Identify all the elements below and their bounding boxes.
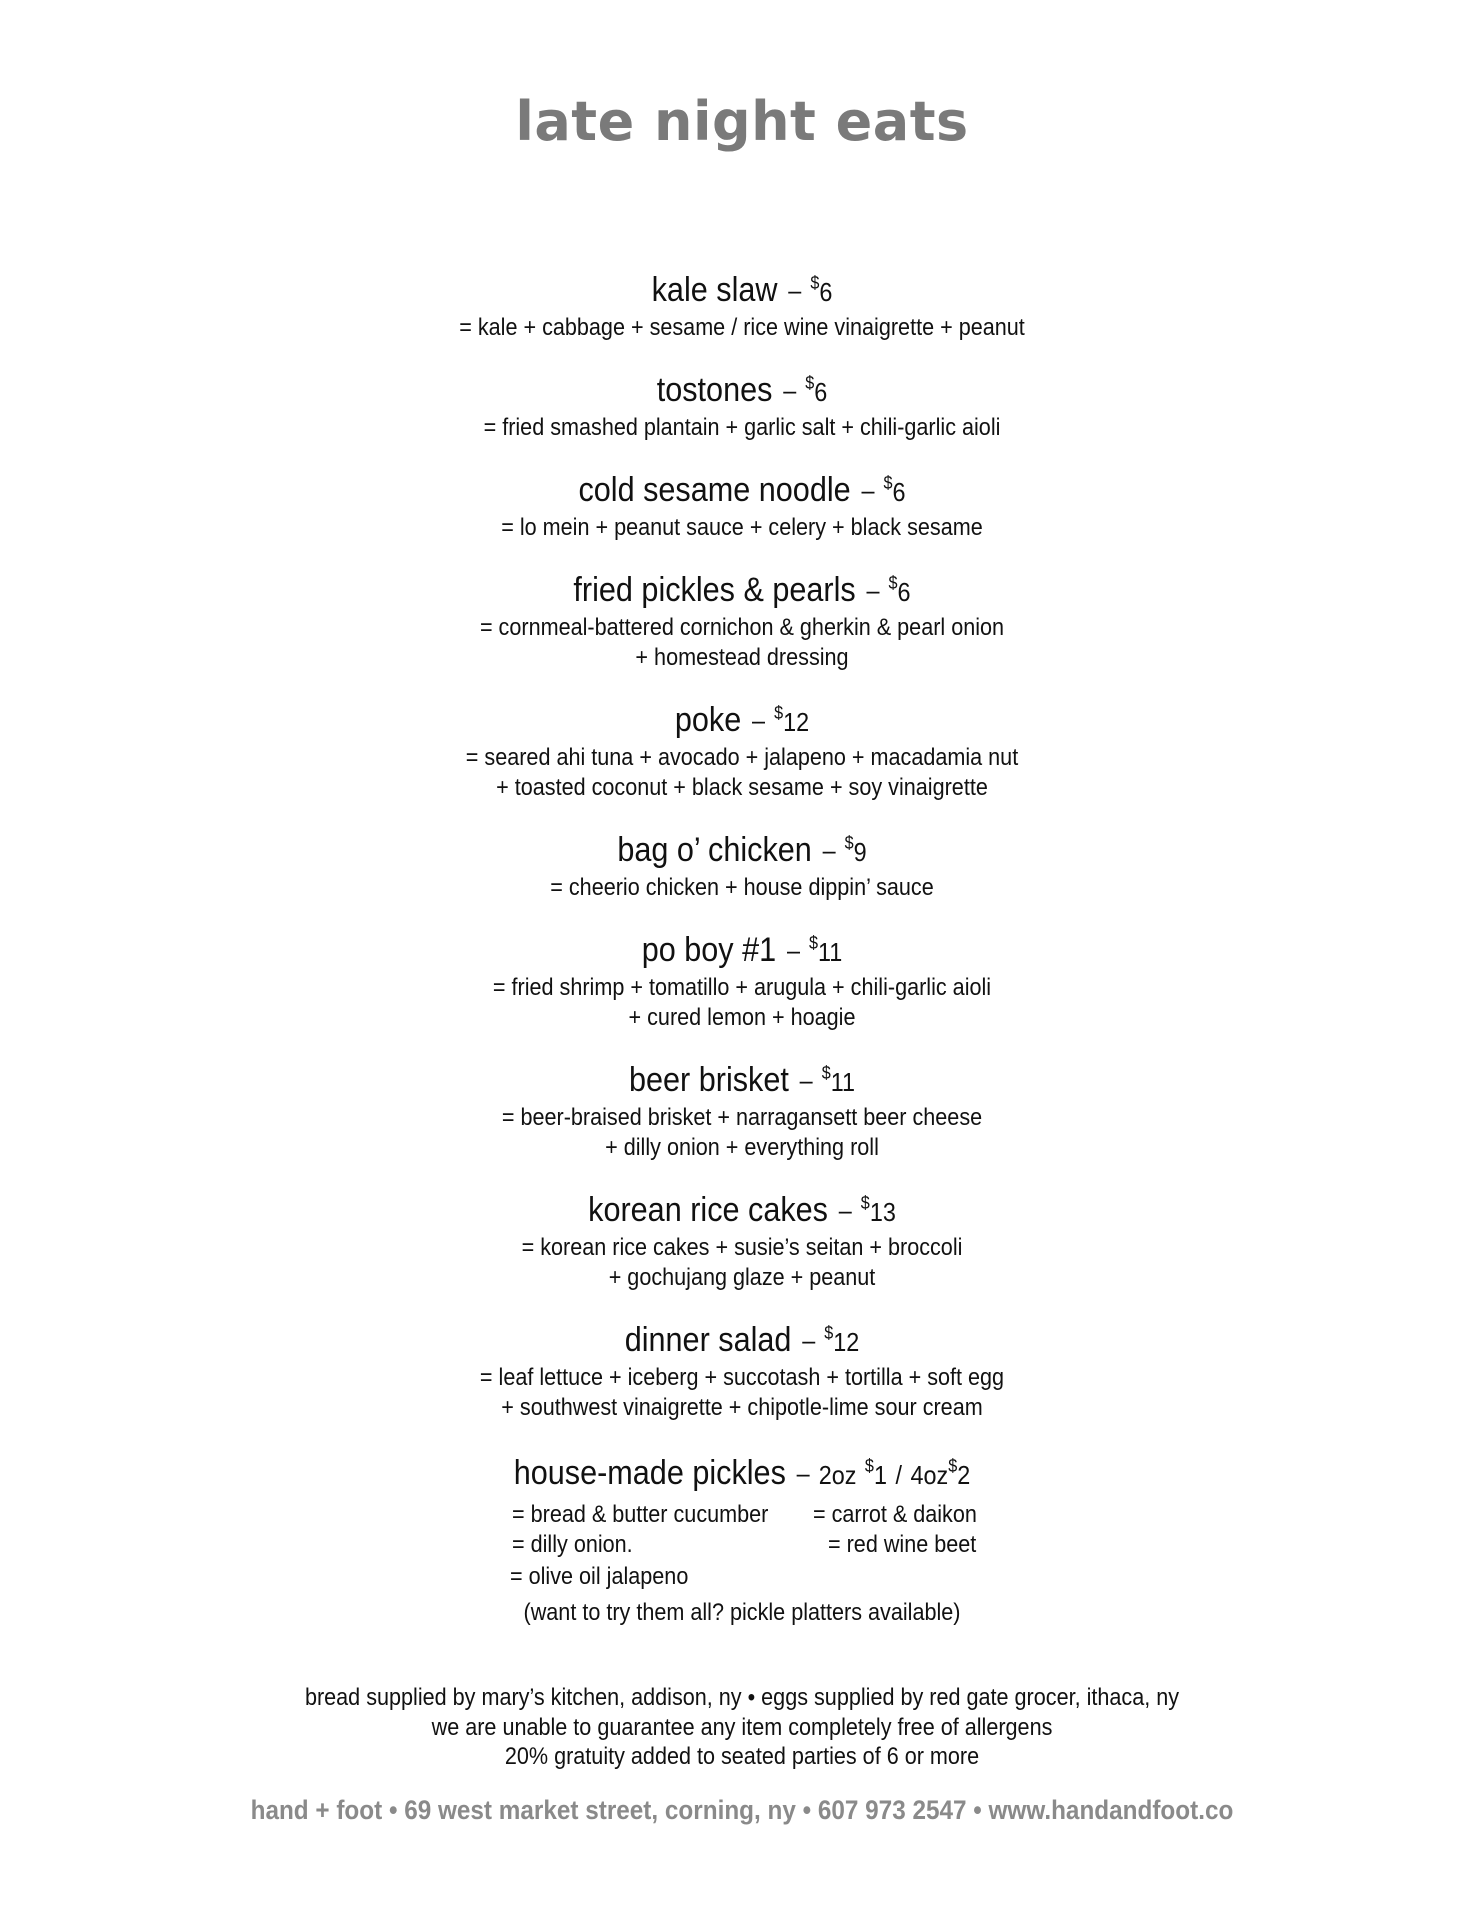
menu-item-heading <box>74 822 1410 873</box>
menu-item-description: + homestead dressing <box>635 644 849 671</box>
pickles-name: house-made pickles <box>513 1454 786 1492</box>
currency-symbol: $ <box>821 1063 831 1083</box>
menu-list <box>0 262 1484 1442</box>
supplier-note: bread supplied by mary’s kitchen, addison, ny • eggs supplied by red gate grocer, ithaca, ny <box>304 1684 1180 1711</box>
menu-item-price: 9 <box>853 837 867 867</box>
pickle-option: = carrot & daikon <box>813 1501 977 1528</box>
currency-symbol: $ <box>805 373 815 393</box>
dash: – <box>788 275 802 305</box>
dash: – <box>802 1325 816 1355</box>
dash: – <box>861 475 875 505</box>
currency-symbol: $ <box>808 933 818 953</box>
menu-item-heading <box>74 262 1410 313</box>
menu-item-description: = lo mein + peanut sauce + celery + black sesame <box>501 514 983 541</box>
menu-item-description: = beer-braised brisket + narragansett beer cheese <box>501 1104 983 1131</box>
pickles-size-small: 2oz <box>818 1460 857 1490</box>
menu-item <box>0 262 1484 343</box>
dash: – <box>866 575 880 605</box>
currency-symbol: $ <box>864 1456 874 1476</box>
menu-item <box>0 462 1484 543</box>
menu-item-heading <box>74 1182 1410 1233</box>
menu-item-heading <box>74 692 1410 743</box>
menu-item-description: = fried shrimp + tomatillo + arugula + chili-garlic aioli <box>492 974 992 1001</box>
menu-item-name: tostones <box>656 371 773 409</box>
dash: – <box>783 375 797 405</box>
dash: – <box>796 1458 810 1488</box>
menu-item-description: + gochujang glaze + peanut <box>608 1264 876 1291</box>
menu-item-name: kale slaw <box>651 271 778 309</box>
menu-item-price: 12 <box>783 707 810 737</box>
menu-item-description: = fried smashed plantain + garlic salt + chili-garlic aioli <box>483 414 1001 441</box>
menu-item-description: = seared ahi tuna + avocado + jalapeno + macadamia nut <box>465 744 1019 771</box>
menu-item-name: beer brisket <box>628 1061 789 1099</box>
menu-item-name: po boy #1 <box>641 931 777 969</box>
menu-item-price: 6 <box>819 277 833 307</box>
menu-item-heading <box>74 1312 1410 1363</box>
currency-symbol: $ <box>844 833 854 853</box>
dash: – <box>786 935 800 965</box>
menu-item-description: + dilly onion + everything roll <box>605 1134 879 1161</box>
menu-item-name: bag o’ chicken <box>617 831 812 869</box>
menu-item-description: + toasted coconut + black sesame + soy vinaigrette <box>496 774 988 801</box>
currency-symbol: $ <box>810 273 820 293</box>
address-text: hand + foot • 69 west market street, corning, ny • 607 973 2547 • www.handandfoot.co <box>250 1795 1234 1825</box>
dash: – <box>799 1065 813 1095</box>
dash: – <box>838 1195 852 1225</box>
menu-item-description: = cheerio chicken + house dippin’ sauce <box>550 874 934 901</box>
pickles-heading <box>74 1445 1410 1496</box>
footer-notes <box>0 1683 1484 1772</box>
currency-symbol: $ <box>860 1193 870 1213</box>
menu-item-name: cold sesame noodle <box>578 471 851 509</box>
currency-symbol: $ <box>948 1456 958 1476</box>
gratuity-note: 20% gratuity added to seated parties of 6 or more <box>504 1743 980 1770</box>
menu-item-heading <box>74 922 1410 973</box>
menu-item-description: = leaf lettuce + iceberg + succotash + tortilla + soft egg <box>479 1364 1005 1391</box>
dash: – <box>822 835 836 865</box>
menu-item <box>0 362 1484 443</box>
menu-item <box>0 1312 1484 1423</box>
menu-item-price: 6 <box>897 577 911 607</box>
currency-symbol: $ <box>888 573 898 593</box>
menu-item-price: 6 <box>814 377 828 407</box>
pickles-size-large: 4oz <box>910 1460 949 1490</box>
pickles-options <box>0 1500 1484 1596</box>
menu-item <box>0 822 1484 903</box>
menu-item <box>0 692 1484 803</box>
pickles-note: (want to try them all? pickle platters available) <box>523 1599 961 1626</box>
pickle-option: = red wine beet <box>828 1531 977 1558</box>
menu-item-price: 12 <box>833 1327 860 1357</box>
menu-item-heading <box>74 1052 1410 1103</box>
menu-item <box>0 1052 1484 1163</box>
pickles-price-small: 1 <box>873 1460 887 1490</box>
pickles-price-large: 2 <box>957 1460 971 1490</box>
menu-item-name: korean rice cakes <box>588 1191 828 1229</box>
currency-symbol: $ <box>824 1323 834 1343</box>
address-line <box>0 1795 1484 1826</box>
menu-item <box>0 922 1484 1033</box>
currency-symbol: $ <box>774 703 784 723</box>
page-title: late night eats <box>515 90 969 153</box>
menu-item-price: 11 <box>817 937 843 967</box>
menu-item-description: = korean rice cakes + susie’s seitan + broccoli <box>521 1234 963 1261</box>
menu-item-heading <box>74 562 1410 613</box>
pickles-section <box>0 1445 1484 1628</box>
pickle-option: = olive oil jalapeno <box>510 1563 689 1590</box>
menu-item-price: 13 <box>869 1197 896 1227</box>
menu-item <box>0 562 1484 673</box>
currency-symbol: $ <box>883 473 893 493</box>
pickles-price-separator: / <box>895 1460 902 1490</box>
menu-item-description: + southwest vinaigrette + chipotle-lime sour cream <box>501 1394 983 1421</box>
menu-item-heading <box>74 362 1410 413</box>
menu-item-description: = kale + cabbage + sesame / rice wine vinaigrette + peanut <box>459 314 1025 341</box>
menu-item-name: poke <box>674 701 742 739</box>
menu-item-heading <box>74 462 1410 513</box>
menu-item-description: = cornmeal-battered cornichon & gherkin & pearl onion <box>479 614 1005 641</box>
allergen-note: we are unable to guarantee any item completely free of allergens <box>431 1713 1053 1741</box>
dash: – <box>752 705 766 735</box>
pickle-option: = bread & butter cucumber <box>512 1501 769 1528</box>
menu-item-price: 11 <box>830 1067 856 1097</box>
menu-item-price: 6 <box>892 477 906 507</box>
menu-item-description: + cured lemon + hoagie <box>628 1004 856 1031</box>
pickle-option: = dilly onion. <box>512 1531 633 1558</box>
menu-item-name: dinner salad <box>624 1321 792 1359</box>
menu-item-name: fried pickles & pearls <box>573 571 856 609</box>
menu-item <box>0 1182 1484 1293</box>
